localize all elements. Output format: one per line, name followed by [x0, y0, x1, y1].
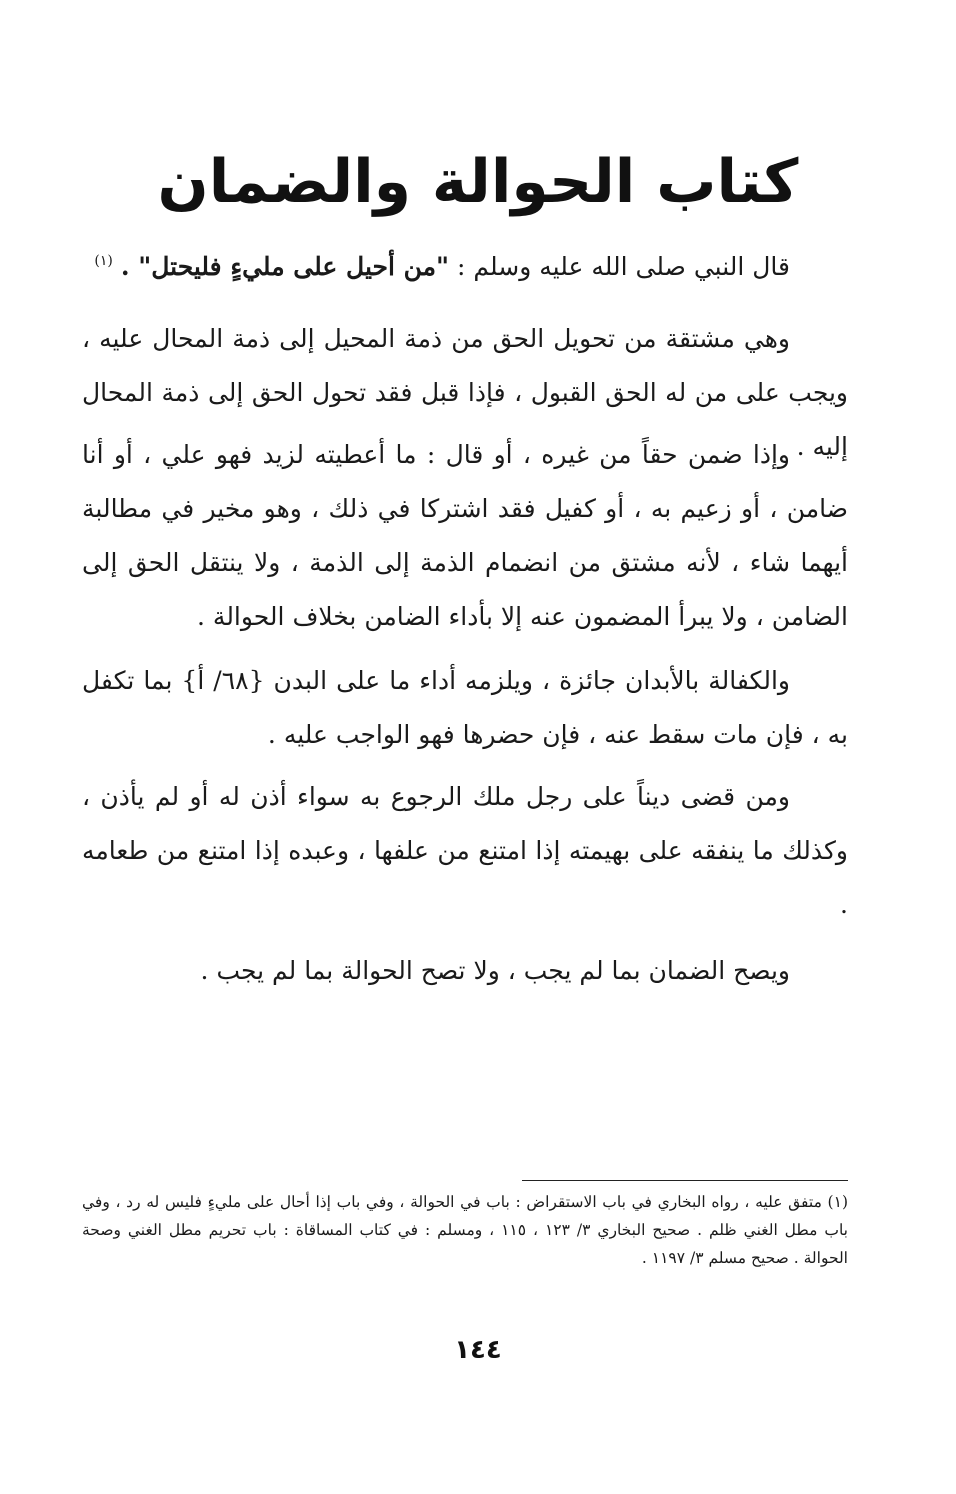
- paragraph-text: ومن قضى ديناً على رجل ملك الرجوع به سواء أذن له أو لم يأذن ، وكذلك ما ينفقه على بهيمته إذا امتنع من علفها ، وعبده إذا امتنع من طعامه .: [82, 782, 848, 919]
- hadith-paragraph: [82, 240, 848, 294]
- paragraph-text: والكفالة بالأبدان جائزة ، ويلزمه أداء ما على البدن {٦٨/ أ} بما تكفل به ، فإن مات سقط عنه ، فإن حضرها فهو الواجب عليه .: [82, 666, 848, 749]
- paragraph-conclusion: [82, 944, 848, 998]
- hadith-quote: "من أحيل على مليءٍ فليحتل" .: [120, 252, 450, 281]
- hadith-intro: قال النبي صلى الله عليه وسلم :: [449, 252, 790, 281]
- page-number: ١٤٤: [454, 1335, 502, 1365]
- paragraph-text: وإذا ضمن حقاً من غيره ، أو قال : ما أعطيته لزيد فهو علي ، أو أنا ضامن ، أو زعيم به ، أو كفيل فقد اشتركا في ذلك ، وهو مخير في مطالبة أيهما شاء ، لأنه مشتق من انضمام الذمة إلى الذمة ، ولا ينتقل الحق إلى الضامن ، ولا يبرأ المضمون عنه إلا بأداء الضامن بخلاف الحوالة .: [82, 440, 848, 631]
- paragraph-text: وهي مشتقة من تحويل الحق من ذمة المحيل إلى ذمة المحال عليه ، ويجب على من له الحق القبول ، فإذا قبل فقد تحول الحق إلى ذمة المحال إليه .: [82, 324, 848, 461]
- paragraph-kafala: [82, 654, 848, 762]
- paragraph-text: ويصح الضمان بما لم يجب ، ولا تصح الحوالة بما لم يجب .: [200, 956, 790, 985]
- footnote: (١) متفق عليه ، رواه البخاري في باب الاستقراض : باب في الحوالة ، وفي باب إذا أحال على مليءٍ فليس له رد ، وفي باب مطل الغني ظلم . صحيح البخاري ٣/ ١٢٣ ، ١١٥ ، ومسلم : في كتاب المساقاة : باب تحريم مطل الغني وصحة الحوالة . صحيح مسلم ٣/ ١١٩٧ .: [82, 1193, 848, 1267]
- footnote-reference: (١): [94, 253, 113, 269]
- hadith-line: [82, 240, 848, 294]
- paragraph-debt-payment: [82, 770, 848, 932]
- chapter-title: كتاب الحوالة والضمان: [157, 147, 799, 217]
- paragraph-daman: [82, 428, 848, 644]
- footnote-divider: [522, 1180, 848, 1181]
